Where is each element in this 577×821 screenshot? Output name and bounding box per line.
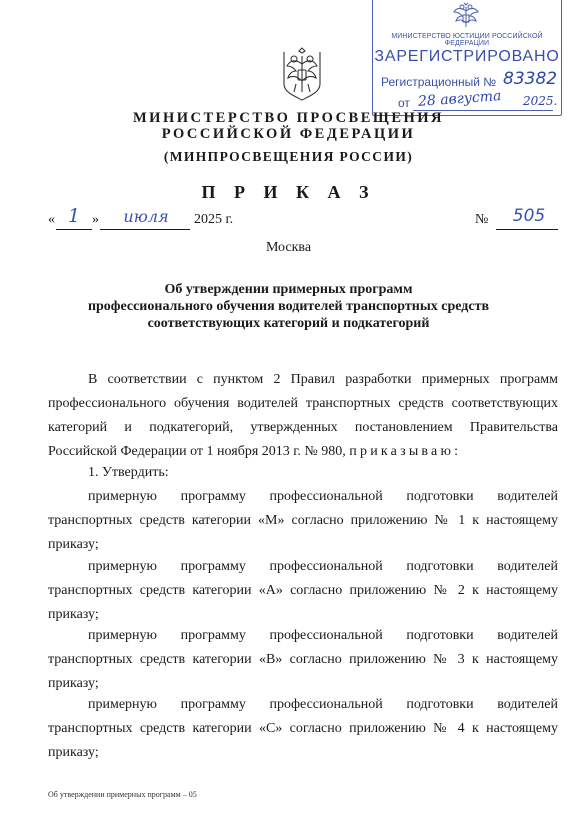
preamble-decree-word: приказываю: <box>349 444 462 459</box>
ministry-name-line2: РОССИЙСКОЙ ФЕДЕРАЦИИ <box>161 126 416 142</box>
page-footer: Об утверждении примерных программ – 05 <box>48 790 197 799</box>
stamp-number-value: 83382 <box>503 69 558 89</box>
preamble-text: В соответствии с пунктом 2 Правил разработки примерных программ профессионального обучения водителей транспортных средств соответствующих категорий и подкатегорий, утвержденных постановлением Правительства Российской Федерации от 1 ноября 2013 г. № 980, <box>48 372 558 459</box>
date-day: 1 <box>67 205 81 227</box>
item-1: 1. Утвердить: <box>88 465 169 480</box>
preamble-paragraph <box>48 368 558 464</box>
program-item: примерную программу профессиональной подготовки водителей транспортных средств категории «C» согласно приложению № 4 к настоящему приказу; <box>48 697 558 760</box>
title-line3: соответствующих категорий и подкатегорий <box>147 316 430 331</box>
date-month: июля <box>123 207 169 226</box>
document-type: П Р И К А З <box>201 182 376 202</box>
stamp-date-year: 2025. <box>523 94 558 108</box>
title-line1: Об утверждении примерных программ <box>164 282 413 297</box>
date-close-quote: » <box>92 212 99 227</box>
double-headed-eagle-icon <box>451 1 481 31</box>
stamp-status: ЗАРЕГИСТРИРОВАНО <box>374 48 560 65</box>
date-open-quote: « <box>48 212 55 227</box>
program-item: примерную программу профессиональной подготовки водителей транспортных средств категории «A» согласно приложению № 2 к настоящему приказу; <box>48 559 558 622</box>
title-line2: профессионального обучения водителей транспортных средств <box>87 299 490 314</box>
date-year: 2025 г. <box>194 212 234 227</box>
day-underline <box>56 229 92 230</box>
date-number-row <box>48 205 558 231</box>
stamp-date-value: 28 августа <box>417 88 502 110</box>
month-underline <box>100 229 190 230</box>
stamp-date-label: от <box>398 96 410 110</box>
coat-of-arms-icon <box>276 44 328 102</box>
ministry-name-line1: МИНИСТЕРСТВО ПРОСВЕЩЕНИЯ <box>132 110 445 126</box>
stamp-organization: МИНИСТЕРСТВО ЮСТИЦИИ РОССИЙСКОЙ ФЕДЕРАЦИИ <box>391 33 543 47</box>
stamp-number-label: Регистрационный № <box>381 75 497 89</box>
document-title <box>0 281 577 332</box>
order-number: 505 <box>512 206 546 226</box>
ministry-short-name: (МИНПРОСВЕЩЕНИЯ РОССИИ) <box>163 149 414 164</box>
city: Москва <box>265 240 312 255</box>
program-item: примерную программу профессиональной подготовки водителей транспортных средств категории «M» согласно приложению № 1 к настоящему приказу; <box>48 489 558 552</box>
number-underline <box>496 229 558 230</box>
program-item: примерную программу профессиональной подготовки водителей транспортных средств категории «B» согласно приложению № 3 к настоящему приказу; <box>48 628 558 691</box>
order-number-label: № <box>475 212 489 227</box>
registration-stamp <box>372 0 562 116</box>
